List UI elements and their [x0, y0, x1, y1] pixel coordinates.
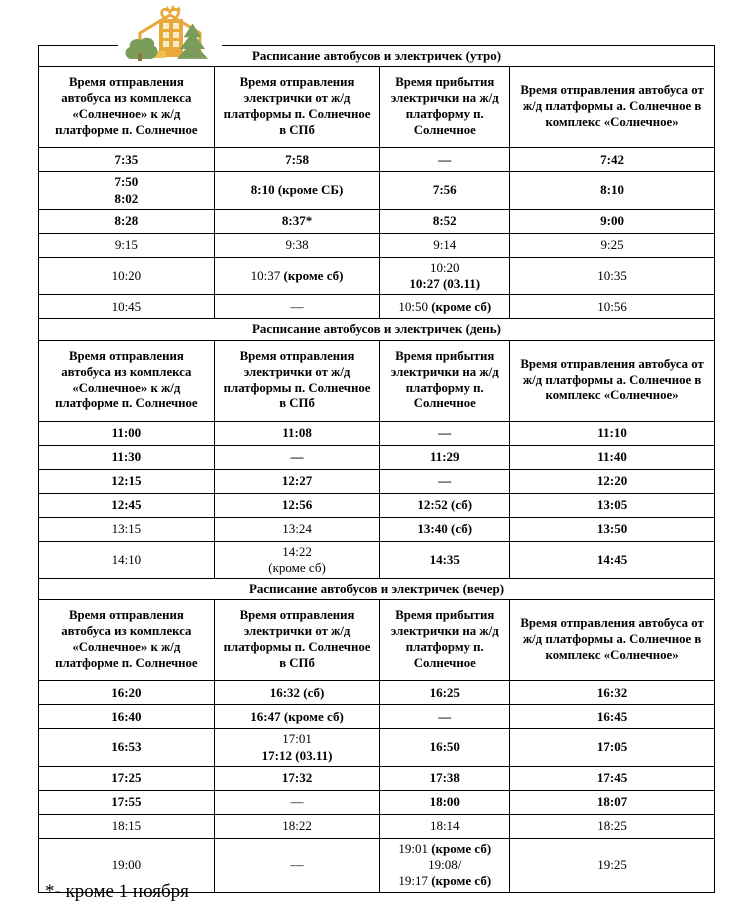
time-cell: 16:25	[380, 681, 510, 705]
section-title: Расписание автобусов и электричек (утро)	[39, 46, 715, 67]
time-cell: 16:45	[510, 705, 715, 729]
time-cell: 7:56	[380, 172, 510, 210]
time-cell: 7:42	[510, 148, 715, 172]
time-cell: 14:45	[510, 541, 715, 579]
time-cell: 10:37 (кроме сб)	[214, 257, 380, 295]
column-header-1: Время отправления автобуса из комплекса «Солнечное» к ж/д платформе п. Солнечное	[39, 600, 215, 681]
time-cell: 18:15	[39, 814, 215, 838]
time-cell: 9:14	[380, 233, 510, 257]
time-cell: 10:20 10:27 (03.11)	[380, 257, 510, 295]
time-cell: 17:32	[214, 766, 380, 790]
time-cell: 11:29	[380, 445, 510, 469]
time-cell: 16:47 (кроме сб)	[214, 705, 380, 729]
time-cell: 12:27	[214, 469, 380, 493]
schedule-table	[38, 45, 715, 893]
column-header-row	[39, 67, 715, 148]
column-header-4: Время отправления автобуса от ж/д платформы а. Солнечное в комплекс «Солнечное»	[510, 67, 715, 148]
time-cell: 9:25	[510, 233, 715, 257]
schedule-row	[39, 233, 715, 257]
section-row-3	[39, 579, 715, 600]
schedule-row	[39, 729, 715, 767]
column-header-4: Время отправления автобуса от ж/д платформы а. Солнечное в комплекс «Солнечное»	[510, 340, 715, 421]
time-cell: —	[380, 421, 510, 445]
schedule-row	[39, 493, 715, 517]
schedule-row	[39, 705, 715, 729]
footnote: *- кроме 1 ноября	[45, 881, 189, 902]
time-cell: 17:45	[510, 766, 715, 790]
column-header-2: Время отправления электрички от ж/д платформы п. Солнечное в СПб	[214, 600, 380, 681]
schedule-row	[39, 541, 715, 579]
column-header-row	[39, 340, 715, 421]
time-cell: 16:53	[39, 729, 215, 767]
time-cell: 12:56	[214, 493, 380, 517]
time-cell: —	[214, 790, 380, 814]
section-title: Расписание автобусов и электричек (вечер)	[39, 579, 715, 600]
schedule-row	[39, 209, 715, 233]
time-cell: 8:28	[39, 209, 215, 233]
time-cell: 8:52	[380, 209, 510, 233]
time-cell: 7:50 8:02	[39, 172, 215, 210]
time-cell: —	[214, 838, 380, 892]
column-header-4: Время отправления автобуса от ж/д платформы а. Солнечное в комплекс «Солнечное»	[510, 600, 715, 681]
solnechnoe-logo	[118, 3, 222, 62]
house-trees-icon	[118, 3, 222, 62]
time-cell: 16:50	[380, 729, 510, 767]
time-cell: 19:25	[510, 838, 715, 892]
schedule-row	[39, 421, 715, 445]
time-cell: 9:38	[214, 233, 380, 257]
schedule-row	[39, 172, 715, 210]
time-cell: 10:35	[510, 257, 715, 295]
time-cell: 18:07	[510, 790, 715, 814]
section-row-2	[39, 319, 715, 340]
time-cell: —	[380, 148, 510, 172]
column-header-1: Время отправления автобуса из комплекса «Солнечное» к ж/д платформе п. Солнечное	[39, 67, 215, 148]
time-cell: 13:50	[510, 517, 715, 541]
time-cell: 11:10	[510, 421, 715, 445]
time-cell: 8:37*	[214, 209, 380, 233]
time-cell: 11:00	[39, 421, 215, 445]
time-cell: —	[380, 469, 510, 493]
time-cell: —	[214, 445, 380, 469]
time-cell: 13:15	[39, 517, 215, 541]
time-cell: 12:15	[39, 469, 215, 493]
schedule-table-body	[39, 46, 715, 893]
time-cell: 13:40 (сб)	[380, 517, 510, 541]
time-cell: 16:20	[39, 681, 215, 705]
time-cell: 10:45	[39, 295, 215, 319]
time-cell: 19:00	[39, 838, 215, 892]
time-cell: 8:10	[510, 172, 715, 210]
time-cell: 17:25	[39, 766, 215, 790]
time-cell: 11:40	[510, 445, 715, 469]
column-header-3: Время прибытия электрички на ж/д платформу п. Солнечное	[380, 67, 510, 148]
time-cell: 10:50 (кроме сб)	[380, 295, 510, 319]
time-cell: 9:00	[510, 209, 715, 233]
schedule-row	[39, 790, 715, 814]
time-cell: 8:10 (кроме СБ)	[214, 172, 380, 210]
schedule-row	[39, 445, 715, 469]
time-cell: 19:01 (кроме сб) 19:08/ 19:17 (кроме сб)	[380, 838, 510, 892]
time-cell: 14:22 (кроме сб)	[214, 541, 380, 579]
time-cell: 7:58	[214, 148, 380, 172]
time-cell: 16:32 (сб)	[214, 681, 380, 705]
time-cell: 18:22	[214, 814, 380, 838]
column-header-3: Время прибытия электрички на ж/д платформу п. Солнечное	[380, 600, 510, 681]
time-cell: 7:35	[39, 148, 215, 172]
schedule-row	[39, 257, 715, 295]
time-cell: 18:25	[510, 814, 715, 838]
time-cell: 16:32	[510, 681, 715, 705]
schedule-row	[39, 517, 715, 541]
time-cell: 13:05	[510, 493, 715, 517]
time-cell: 18:14	[380, 814, 510, 838]
time-cell: 11:30	[39, 445, 215, 469]
time-cell: 11:08	[214, 421, 380, 445]
time-cell: 18:00	[380, 790, 510, 814]
time-cell: 14:35	[380, 541, 510, 579]
schedule-row	[39, 681, 715, 705]
section-title: Расписание автобусов и электричек (день)	[39, 319, 715, 340]
schedule-row	[39, 469, 715, 493]
time-cell: 17:01 17:12 (03.11)	[214, 729, 380, 767]
time-cell: 12:52 (сб)	[380, 493, 510, 517]
time-cell: 14:10	[39, 541, 215, 579]
time-cell: 16:40	[39, 705, 215, 729]
time-cell: 10:20	[39, 257, 215, 295]
time-cell: 12:20	[510, 469, 715, 493]
column-header-1: Время отправления автобуса из комплекса «Солнечное» к ж/д платформе п. Солнечное	[39, 340, 215, 421]
column-header-row	[39, 600, 715, 681]
schedule-row	[39, 814, 715, 838]
time-cell: 10:56	[510, 295, 715, 319]
column-header-3: Время прибытия электрички на ж/д платформу п. Солнечное	[380, 340, 510, 421]
schedule-row	[39, 766, 715, 790]
time-cell: —	[214, 295, 380, 319]
time-cell: 13:24	[214, 517, 380, 541]
time-cell: 17:05	[510, 729, 715, 767]
schedule-row	[39, 295, 715, 319]
time-cell: 17:38	[380, 766, 510, 790]
time-cell: —	[380, 705, 510, 729]
schedule-row	[39, 148, 715, 172]
time-cell: 17:55	[39, 790, 215, 814]
time-cell: 12:45	[39, 493, 215, 517]
column-header-2: Время отправления электрички от ж/д платформы п. Солнечное в СПб	[214, 67, 380, 148]
time-cell: 9:15	[39, 233, 215, 257]
column-header-2: Время отправления электрички от ж/д платформы п. Солнечное в СПб	[214, 340, 380, 421]
